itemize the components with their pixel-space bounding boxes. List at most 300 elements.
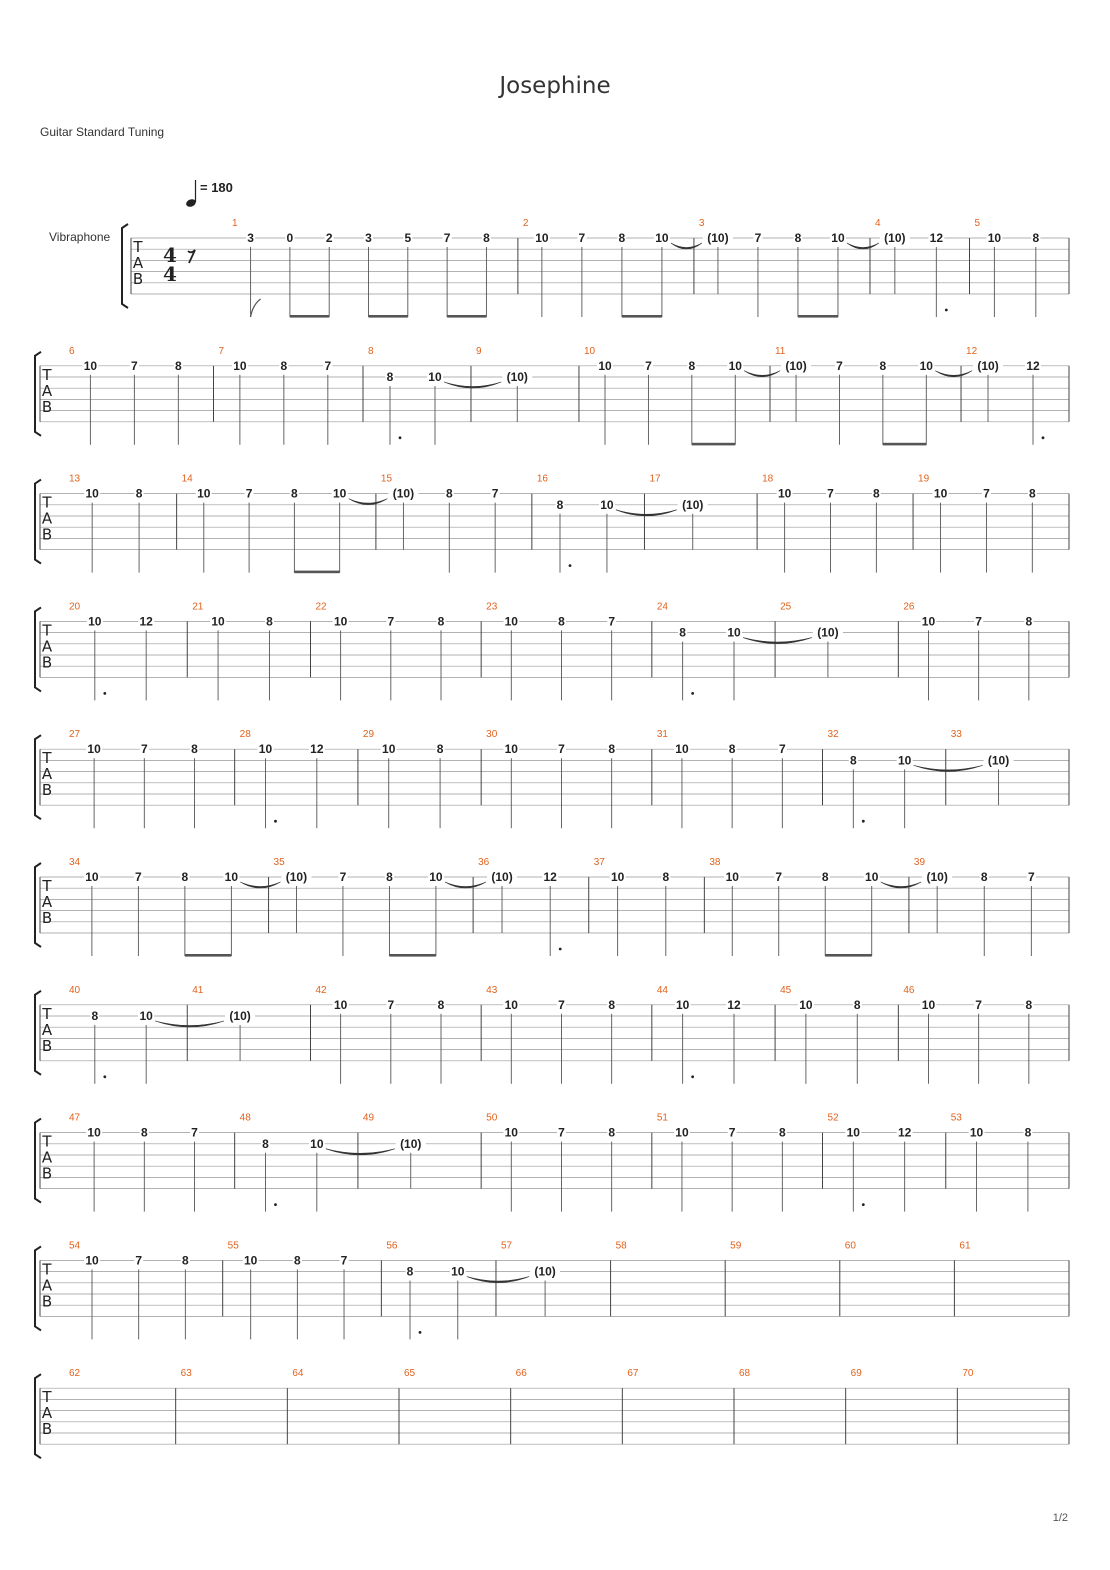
fret-number: 8: [1024, 1125, 1032, 1140]
fret-number: 7: [975, 614, 982, 629]
tab-clef-letter: B: [41, 1420, 53, 1439]
fret-number: 12: [897, 1125, 912, 1140]
fret-number: 8: [174, 358, 182, 373]
fret-number: 10: [87, 742, 101, 757]
augmentation-dot: [862, 820, 865, 823]
fret-number: 8: [728, 742, 736, 757]
fret-number: 10: [139, 1009, 153, 1023]
measure-number: 12: [966, 345, 978, 357]
fret-number: 8: [618, 231, 626, 245]
tab-clef-letter: B: [41, 1292, 53, 1311]
measure-number: 51: [656, 1112, 668, 1124]
fret-number: 10: [831, 231, 845, 245]
fret-number: 7: [1027, 870, 1035, 884]
tab-clef-letter: A: [41, 1020, 53, 1039]
fret-number: 8: [980, 870, 988, 884]
fret-number: 7: [775, 870, 783, 884]
fret-number: (10): [785, 358, 807, 373]
fret-number: 10: [332, 486, 347, 501]
fret-number: 10: [333, 997, 348, 1012]
fret-number: 7: [135, 1253, 143, 1268]
tab-clef-letter: B: [41, 781, 53, 800]
tab-clef-letter: A: [41, 1404, 53, 1423]
fret-number: 8: [679, 625, 686, 640]
fret-number: 8: [294, 1253, 301, 1268]
note-beam: [185, 954, 231, 957]
note-beam: [389, 954, 435, 957]
fret-number: 10: [504, 742, 518, 757]
fret-number: 10: [197, 486, 211, 501]
tie-arc: [881, 882, 921, 888]
fret-number: 10: [211, 614, 225, 629]
measure-number: 45: [780, 984, 792, 996]
fret-number: 10: [610, 870, 625, 884]
tie-arc: [467, 1277, 529, 1283]
tab-clef-letter: T: [42, 749, 52, 768]
fret-number: 8: [608, 742, 616, 757]
fret-number: 8: [135, 486, 143, 501]
measure-number: 17: [649, 473, 661, 485]
augmentation-dot: [862, 1203, 865, 1206]
fret-number: 8: [688, 358, 696, 373]
fret-number: 7: [754, 231, 762, 245]
fret-number: 10: [244, 1253, 258, 1268]
tab-system: [35, 346, 1069, 446]
fret-number: 7: [778, 742, 786, 757]
tab-system: [35, 985, 1069, 1084]
tie-arc: [671, 243, 702, 249]
tab-clef-letter: T: [42, 877, 52, 895]
fret-number: 10: [598, 358, 612, 373]
measure-number: 65: [404, 1368, 416, 1380]
eighth-rest-icon: [188, 250, 195, 263]
fret-number: 5: [404, 231, 412, 245]
tab-system: [35, 474, 1069, 574]
fret-number: 12: [1026, 358, 1040, 373]
fret-number: 10: [504, 997, 518, 1012]
fret-number: 8: [91, 1009, 99, 1023]
fret-number: 8: [406, 1264, 414, 1279]
tab-clef-letter: T: [42, 365, 52, 384]
tab-clef-letter: A: [41, 765, 53, 784]
tab-clef-letter: B: [41, 525, 53, 544]
fret-number: 8: [181, 870, 189, 884]
measure-number: 31: [656, 729, 668, 741]
fret-number: 10: [675, 1125, 689, 1140]
fret-number: 8: [386, 870, 393, 884]
measure-number: 48: [239, 1112, 251, 1124]
fret-number: 8: [662, 870, 670, 884]
tie-arc: [155, 1021, 224, 1027]
quarter-note-icon: [185, 180, 197, 208]
tab-clef-letter: T: [42, 1388, 52, 1407]
tab-clef-letter: A: [41, 637, 53, 656]
fret-number: 8: [191, 742, 198, 757]
measure-number: 7: [218, 345, 225, 357]
measure-number: 68: [739, 1368, 751, 1380]
measure-number: 43: [486, 984, 498, 996]
fret-number: 10: [865, 870, 879, 884]
measure-number: 14: [181, 473, 193, 485]
fret-number: 10: [600, 497, 614, 512]
tie-arc: [744, 371, 780, 377]
fret-number: 8: [483, 231, 490, 245]
measure-number: 24: [656, 601, 668, 613]
tie-arc: [914, 765, 983, 771]
fret-number: 12: [543, 870, 557, 884]
measure-number: 70: [962, 1368, 974, 1380]
fret-number: 10: [921, 997, 936, 1012]
fret-number: 8: [794, 231, 802, 245]
fret-number: 10: [897, 753, 912, 768]
tab-clef-letter: T: [133, 238, 143, 256]
measure-number: 41: [192, 984, 204, 996]
fret-number: 12: [727, 997, 741, 1012]
measure-number: 58: [615, 1240, 627, 1252]
fret-number: 8: [853, 997, 861, 1012]
tie-arc: [240, 882, 280, 888]
fret-number: 8: [280, 358, 288, 373]
tie-arc: [445, 882, 486, 888]
fret-number: 10: [777, 486, 792, 501]
fret-number: 7: [975, 997, 982, 1012]
fret-number: 10: [504, 614, 518, 629]
fret-number: 7: [558, 742, 565, 757]
augmentation-dot: [945, 309, 948, 312]
measure-number: 34: [69, 857, 81, 868]
tab-clef-letter: A: [41, 381, 53, 400]
measure-number: 57: [500, 1240, 513, 1252]
fret-number: (10): [987, 753, 1010, 768]
measure-number: 5: [974, 218, 981, 229]
measure-number: 35: [273, 857, 285, 868]
measure-number: 11: [774, 345, 786, 357]
fret-number: 7: [131, 358, 138, 373]
measure-number: 49: [362, 1112, 375, 1124]
measure-number: 54: [69, 1240, 81, 1252]
tie-arc: [743, 638, 812, 644]
measure-number: 62: [69, 1368, 81, 1380]
measure-number: 52: [827, 1112, 839, 1124]
fret-number: 7: [728, 1125, 736, 1140]
fret-number: 7: [983, 486, 990, 501]
fret-number: 8: [262, 1136, 269, 1151]
measure-number: 47: [69, 1112, 81, 1124]
note-beam: [294, 571, 339, 574]
fret-number: (10): [884, 231, 906, 245]
note-beam: [883, 443, 926, 446]
tab-clef-letter: A: [41, 509, 53, 528]
measure-number: 10: [583, 345, 596, 357]
measure-number: 33: [950, 729, 962, 741]
fret-number: 8: [608, 997, 616, 1012]
fret-number: (10): [682, 497, 704, 512]
measure-number: 19: [918, 473, 930, 485]
fret-number: 3: [247, 231, 254, 245]
tab-clef-letter: A: [132, 254, 144, 272]
tie-arc: [326, 1149, 395, 1155]
fret-number: (10): [229, 1009, 251, 1023]
fret-number: 10: [233, 358, 247, 373]
measure-number: 6: [69, 345, 75, 357]
measure-number: 23: [486, 601, 498, 613]
fret-number: 8: [437, 997, 445, 1012]
measure-number: 67: [627, 1368, 639, 1380]
note-beam: [447, 315, 486, 318]
note-beam: [622, 315, 662, 318]
measure-number: 4: [874, 218, 881, 229]
fret-number: 10: [799, 997, 813, 1012]
measure-number: 15: [380, 473, 393, 485]
fret-number: 10: [655, 231, 669, 245]
fret-number: (10): [491, 870, 513, 884]
system-bracket: [122, 224, 128, 308]
fret-number: 7: [140, 742, 148, 757]
fret-number: 10: [727, 625, 741, 640]
tab-clef-letter: T: [42, 1132, 52, 1151]
tab-clef-letter: T: [42, 621, 52, 640]
fret-number: 8: [558, 614, 565, 629]
tie-arc: [616, 510, 677, 516]
tie-arc: [444, 382, 501, 388]
tempo-value: = 180: [200, 180, 233, 195]
time-signature-bottom: 4: [163, 262, 177, 286]
measure-number: 64: [292, 1368, 304, 1380]
fret-number: 10: [725, 870, 739, 884]
fret-number: 7: [558, 997, 565, 1012]
tab-clef-letter: B: [41, 1164, 53, 1183]
fret-number: 8: [445, 486, 453, 501]
measure-number: 38: [709, 857, 721, 868]
fret-number: 7: [836, 358, 843, 373]
tab-clef-letter: B: [41, 909, 53, 927]
fret-number: 8: [821, 870, 829, 884]
tab-system: [35, 1240, 1069, 1339]
fret-number: 8: [436, 742, 444, 757]
fret-number: 8: [1025, 997, 1033, 1012]
measure-number: 59: [730, 1240, 742, 1252]
measure-number: 26: [903, 601, 915, 613]
measure-number: 20: [69, 601, 81, 613]
measure-number: 37: [593, 857, 605, 868]
fret-number: 8: [873, 486, 880, 501]
measure-number: 25: [780, 601, 792, 613]
fret-number: 10: [382, 742, 396, 757]
fret-number: (10): [817, 625, 839, 640]
measure-number: 9: [475, 345, 482, 357]
measure-number: 42: [315, 984, 327, 996]
note-beam: [290, 315, 329, 318]
fret-number: 7: [339, 870, 347, 884]
fret-number: 10: [85, 1253, 99, 1268]
augmentation-dot: [274, 820, 277, 823]
measure-number: 29: [362, 729, 375, 741]
tab-clef-letter: T: [42, 1260, 52, 1279]
fret-number: 7: [491, 486, 499, 501]
tab-system: [35, 729, 1069, 828]
fret-number: 7: [558, 1125, 565, 1140]
measure-number: 56: [386, 1240, 398, 1252]
tab-system: [35, 1113, 1069, 1212]
measure-number: 16: [536, 473, 548, 485]
fret-number: 8: [291, 486, 298, 501]
measure-number: 2: [522, 218, 529, 229]
fret-number: 7: [387, 614, 395, 629]
fret-number: 7: [387, 997, 395, 1012]
tie-arc: [349, 499, 388, 505]
tab-clef-letter: B: [41, 397, 53, 416]
measure-number: 22: [315, 601, 327, 613]
fret-number: 10: [224, 870, 239, 884]
fret-number: 8: [556, 497, 564, 512]
fret-number: 7: [135, 870, 142, 884]
fret-number: 10: [429, 870, 443, 884]
fret-number: 8: [608, 1125, 616, 1140]
measure-number: 46: [903, 984, 915, 996]
augmentation-dot: [103, 1075, 106, 1078]
score-title: Josephine: [499, 73, 611, 99]
fret-number: 8: [140, 1125, 148, 1140]
fret-number: 10: [258, 742, 273, 757]
tab-system: [35, 1368, 1069, 1458]
tuning-label: Guitar Standard Tuning: [40, 125, 165, 139]
fret-number: 10: [675, 997, 690, 1012]
fret-number: (10): [400, 1136, 422, 1151]
fret-number: (10): [506, 370, 528, 384]
augmentation-dot: [274, 1203, 277, 1206]
fret-number: 10: [921, 614, 936, 629]
fret-number: (10): [285, 870, 308, 884]
fret-number: 8: [437, 614, 445, 629]
fret-number: (10): [392, 486, 415, 501]
measure-number: 55: [227, 1240, 239, 1252]
augmentation-dot: [103, 692, 106, 695]
page-indicator: 1/2: [1052, 1512, 1068, 1524]
fret-number: 10: [451, 1264, 465, 1279]
measure-number: 50: [486, 1112, 498, 1124]
tab-clef-letter: T: [42, 493, 52, 512]
augmentation-dot: [419, 1331, 422, 1334]
fret-number: 10: [85, 486, 99, 501]
tie-arc: [847, 243, 879, 249]
tab-clef-letter: B: [132, 270, 144, 288]
note-beam: [692, 443, 735, 446]
fret-number: 10: [333, 614, 348, 629]
tab-clef-letter: A: [41, 1276, 53, 1295]
measure-number: 32: [827, 729, 839, 741]
fret-number: 8: [266, 614, 273, 629]
augmentation-dot: [559, 948, 562, 951]
fret-number: (10): [707, 231, 729, 245]
note-beam: [369, 315, 408, 318]
fret-number: (10): [534, 1264, 556, 1279]
measure-number: 28: [239, 729, 251, 741]
fret-number: 12: [139, 614, 153, 629]
measure-number: 66: [515, 1368, 527, 1380]
measure-number: 61: [959, 1240, 971, 1252]
fret-number: 8: [879, 358, 887, 373]
fret-number: 10: [919, 358, 933, 373]
tab-system: [35, 601, 1069, 700]
fret-number: 10: [675, 742, 689, 757]
tab-clef-letter: A: [41, 1148, 53, 1167]
fret-number: (10): [926, 870, 948, 884]
tab-clef-letter: B: [41, 1036, 53, 1055]
tab-clef-letter: T: [42, 1004, 52, 1023]
fret-number: 8: [182, 1253, 189, 1268]
tab-system: [122, 218, 1069, 318]
measure-number: 60: [844, 1240, 856, 1252]
fret-number: 7: [324, 358, 332, 373]
augmentation-dot: [691, 1075, 694, 1078]
measure-number: 53: [950, 1112, 962, 1124]
fret-number: 8: [1032, 231, 1040, 245]
fret-number: 7: [578, 231, 586, 245]
measure-number: 1: [232, 218, 238, 229]
fret-number: 8: [849, 753, 857, 768]
fret-number: 10: [969, 1125, 984, 1140]
measure-number: 8: [368, 345, 374, 357]
fret-number: 10: [88, 614, 102, 629]
tab-system: [35, 857, 1069, 957]
fret-number: 8: [1025, 614, 1033, 629]
fret-number: 10: [428, 370, 442, 384]
fret-number: 8: [778, 1125, 786, 1140]
fret-number: 7: [645, 358, 652, 373]
instrument-label: Vibraphone: [49, 230, 111, 244]
note-beam: [798, 315, 838, 318]
measure-number: 44: [656, 984, 668, 996]
fret-number: 10: [728, 358, 742, 373]
measure-number: 30: [486, 729, 498, 741]
fret-number: 10: [535, 231, 549, 245]
fret-number: 10: [87, 1125, 101, 1140]
tab-clef-letter: B: [41, 653, 53, 672]
measure-number: 27: [69, 729, 81, 741]
measure-number: 18: [762, 473, 774, 485]
fret-number: 2: [325, 231, 333, 245]
fret-number: 3: [365, 231, 372, 245]
fret-number: 7: [443, 231, 451, 245]
augmentation-dot: [569, 564, 572, 567]
measure-number: 63: [180, 1368, 192, 1380]
fret-number: 8: [386, 370, 394, 384]
tie-arc: [935, 371, 972, 377]
tab-clef-letter: A: [41, 893, 53, 911]
fret-number: 7: [827, 486, 834, 501]
fret-number: 10: [933, 486, 948, 501]
fret-number: 7: [608, 614, 616, 629]
note-beam: [825, 954, 871, 957]
fret-number: (10): [977, 358, 999, 373]
fret-number: 12: [310, 742, 324, 757]
note-flag: [251, 299, 261, 317]
fret-number: 12: [929, 231, 944, 245]
augmentation-dot: [399, 436, 402, 439]
fret-number: 7: [245, 486, 253, 501]
measure-number: 13: [69, 473, 81, 485]
fret-number: 10: [987, 231, 1002, 245]
measure-number: 3: [698, 218, 705, 229]
measure-number: 69: [850, 1368, 862, 1380]
fret-number: 10: [310, 1136, 324, 1151]
fret-number: 10: [504, 1125, 518, 1140]
fret-number: 10: [846, 1125, 860, 1140]
fret-number: 7: [191, 1125, 198, 1140]
fret-number: 10: [85, 870, 99, 884]
augmentation-dot: [691, 692, 694, 695]
fret-number: 7: [340, 1253, 348, 1268]
